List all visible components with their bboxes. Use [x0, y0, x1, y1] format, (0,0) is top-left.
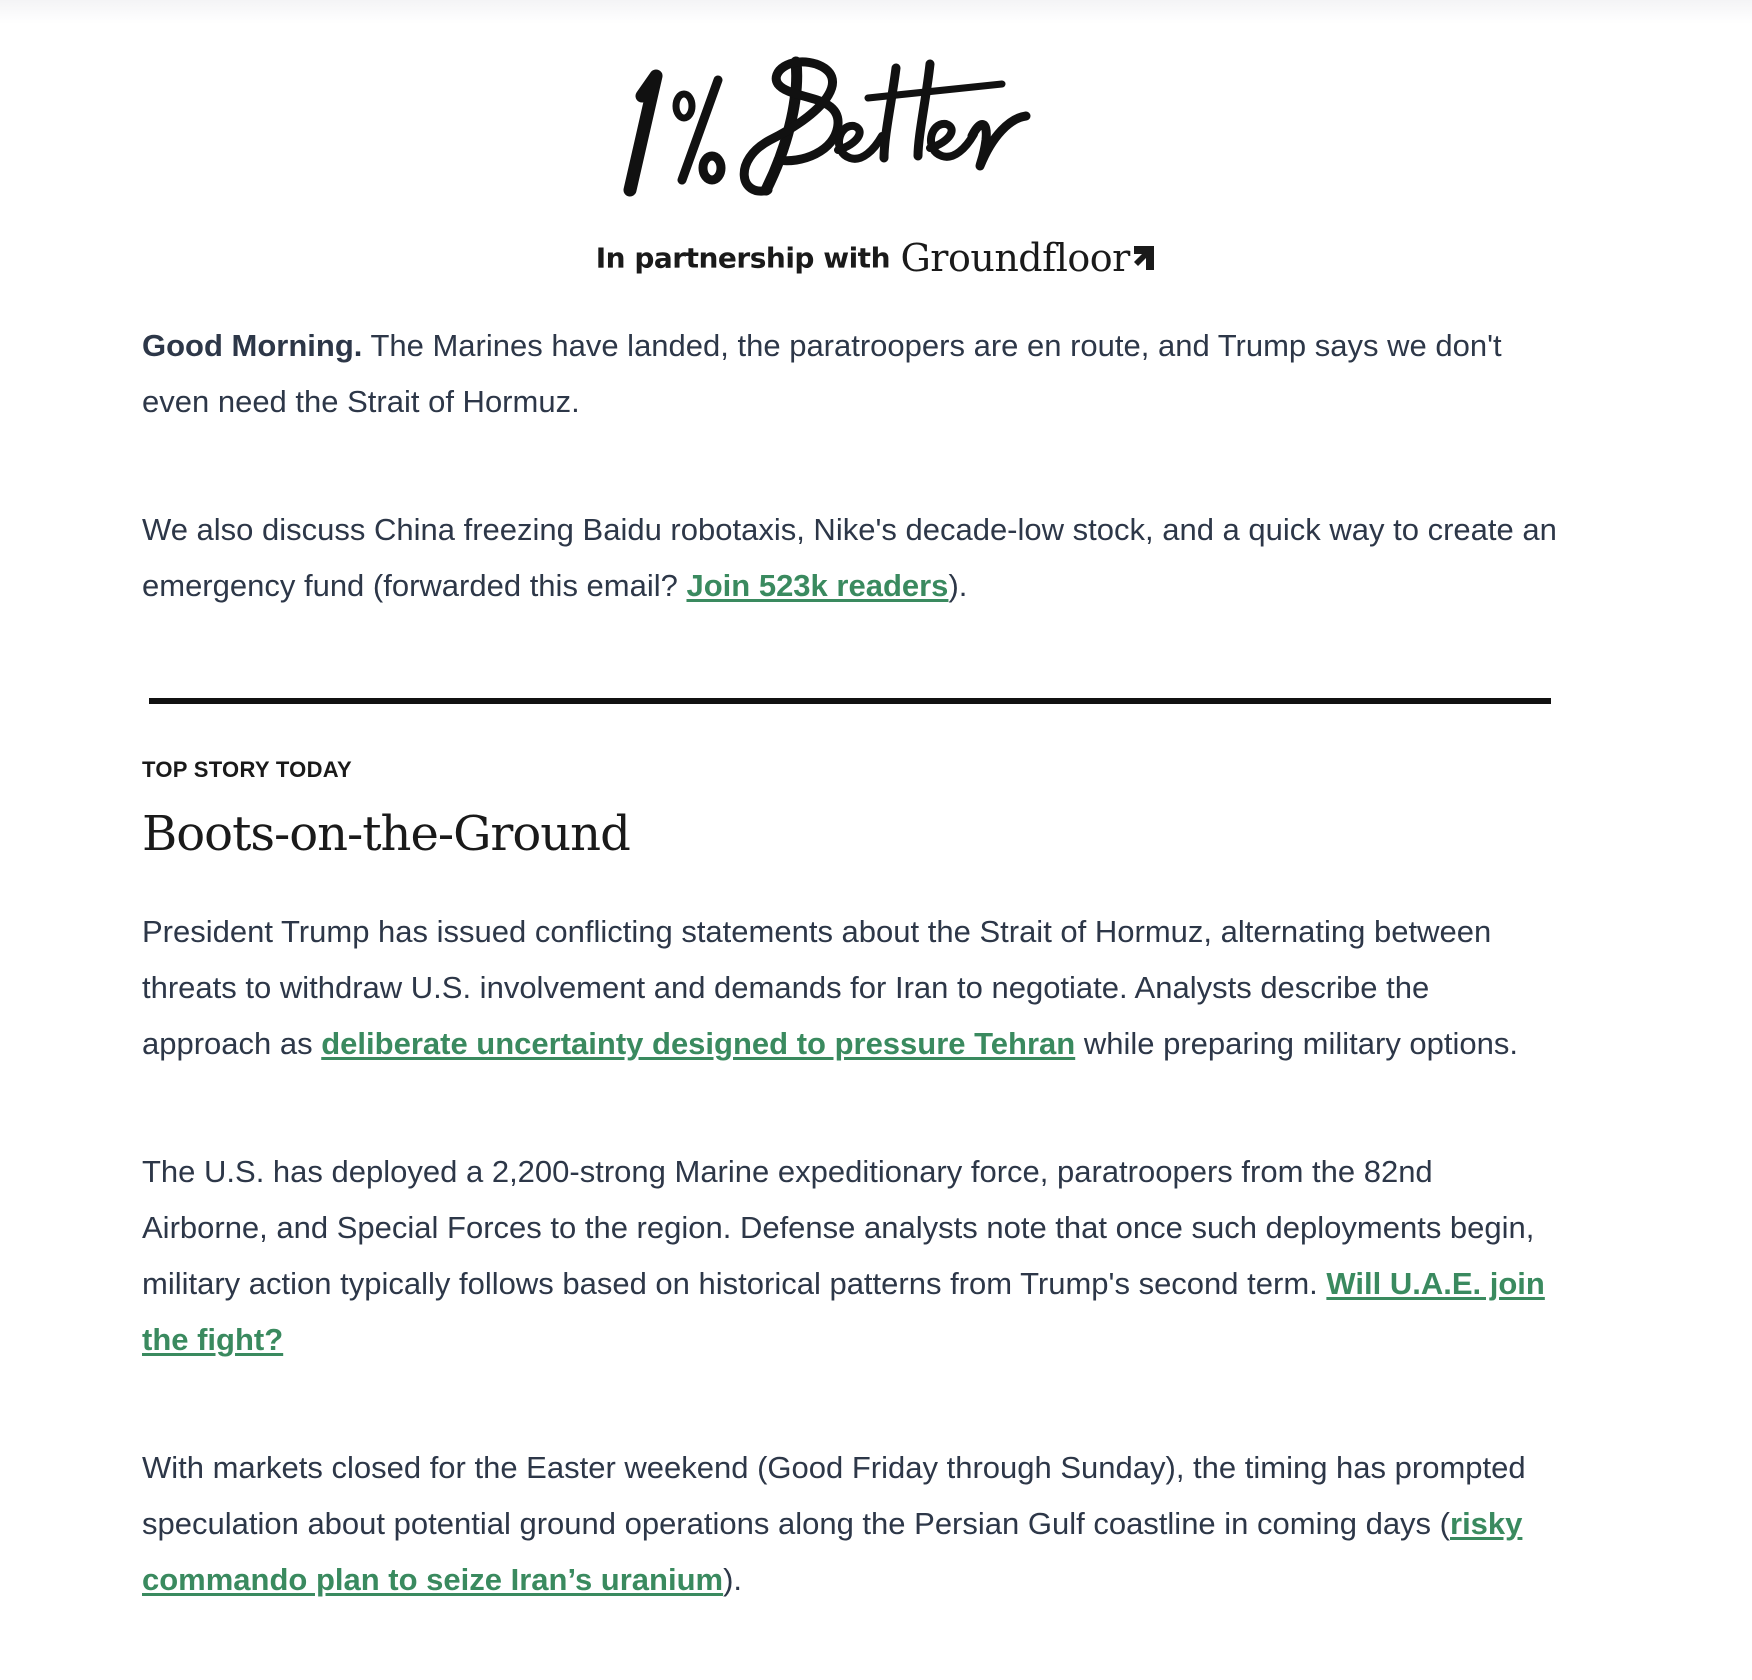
story-paragraph-3	[142, 1440, 1562, 1608]
partner-brand-name[interactable]: Groundfloor	[900, 236, 1130, 280]
story-paragraph-2	[142, 1144, 1562, 1368]
newsletter-logo	[600, 40, 1120, 200]
story-p3-end: ).	[723, 1562, 743, 1597]
intro-p2-text: We also discuss China freezing Baidu robotaxis, Nike's decade-low stock, and a quick way to create an emergency fund (forwarded this email?	[142, 512, 1557, 603]
top-story-body	[142, 904, 1562, 1680]
pressure-tehran-link[interactable]: deliberate uncertainty designed to pressure Tehran	[321, 1026, 1076, 1061]
section-divider	[149, 698, 1551, 704]
groundfloor-arrow-icon	[1132, 244, 1156, 272]
commando-plan-link[interactable]: risky commando plan to seize Iran’s uranium	[142, 1506, 1523, 1597]
story-p3-start: With markets closed for the Easter weekend (Good Friday through Sunday), the timing has prompted speculation about potential ground operations along the Persian Gulf coastline in coming days (	[142, 1450, 1526, 1541]
story-title: Boots-on-the-Ground	[142, 806, 630, 862]
story-p1-end: while preparing military options.	[1075, 1026, 1519, 1061]
greeting: Good Morning.	[142, 328, 363, 363]
logo-script-mark	[600, 40, 1120, 200]
section-label: TOP STORY TODAY	[142, 757, 352, 782]
intro-paragraph-2	[142, 502, 1562, 614]
intro-p2-end: ).	[948, 568, 968, 603]
story-p2-start: The U.S. has deployed a 2,200-strong Marine expeditionary force, paratroopers from the 82nd Airborne, and Special Forces to the region. Defense analysts note that once such deployments begin, military action typically follows based on historical patterns from Trump's second term.	[142, 1154, 1535, 1301]
intro-p1-text: The Marines have landed, the paratroopers are en route, and Trump says we don't even need the Strait of Hormuz.	[142, 328, 1502, 419]
story-paragraph-1	[142, 904, 1562, 1072]
intro-paragraph-1	[142, 318, 1562, 430]
story-p1-start: President Trump has issued conflicting statements about the Strait of Hormuz, alternating between threats to withdraw U.S. involvement and demands for Iran to negotiate. Analysts describe the approach as	[142, 914, 1492, 1061]
partnership-line	[0, 236, 1752, 280]
join-readers-link[interactable]: Join 523k readers	[686, 568, 949, 603]
top-bar	[0, 0, 1752, 24]
partnership-prefix: In partnership with	[595, 241, 890, 275]
intro-section	[142, 318, 1562, 686]
uae-join-fight-link[interactable]: Will U.A.E. join the fight?	[142, 1266, 1545, 1357]
